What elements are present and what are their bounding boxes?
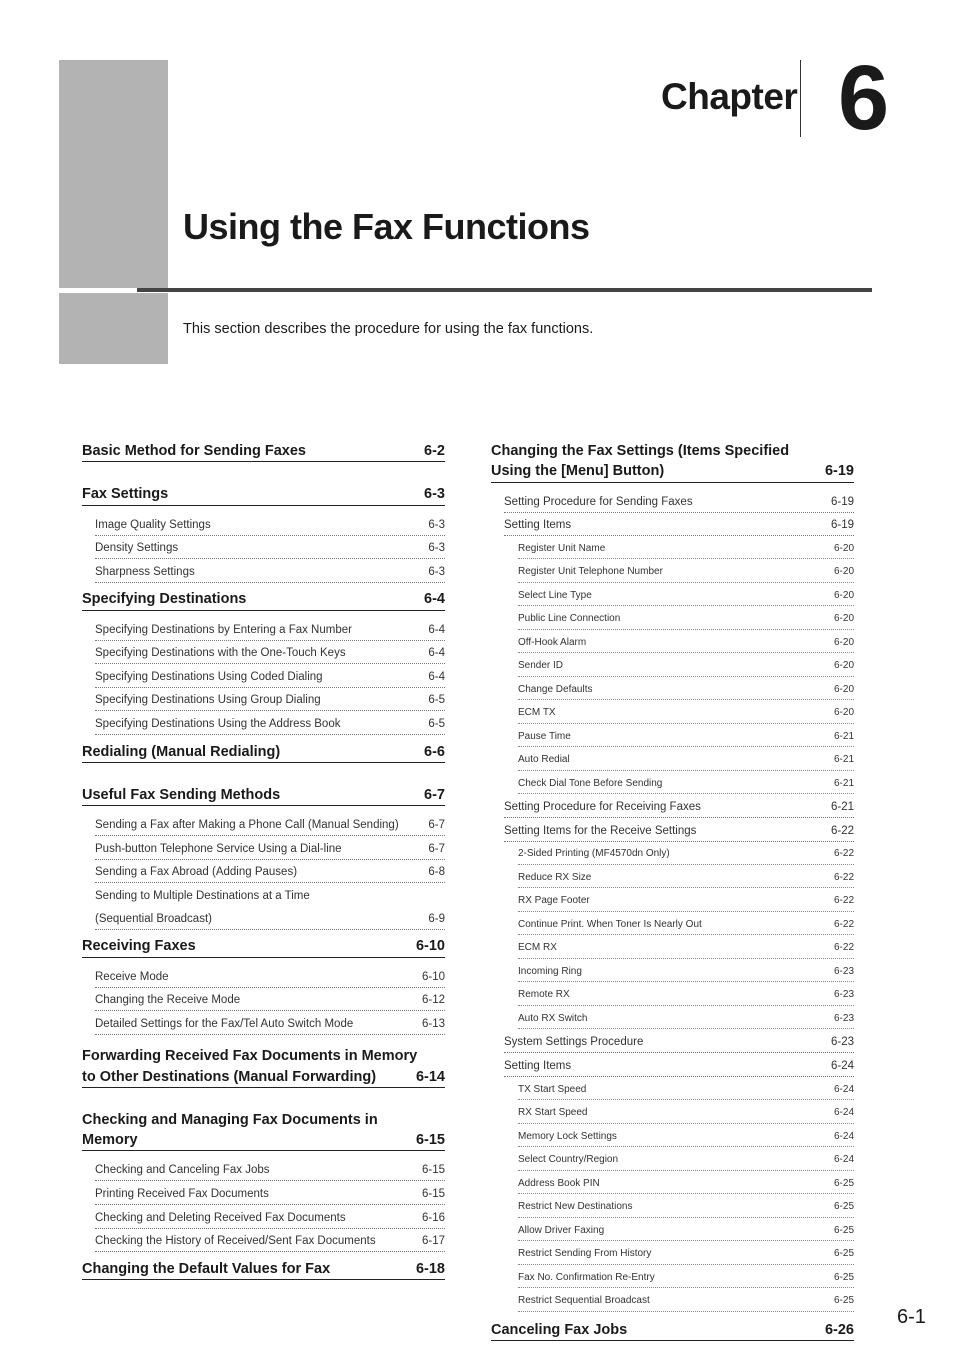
toc-entry-page: 6-7: [424, 786, 445, 803]
toc-entry-label: Specifying Destinations: [82, 591, 247, 608]
toc-subentry-page: 6-16: [421, 1211, 445, 1224]
toc-subsubentry-page: 6-23: [833, 1012, 854, 1024]
toc-subsubentry[interactable]: [518, 843, 854, 865]
toc-subentry[interactable]: [95, 814, 445, 836]
toc-subsubentry-page: 6-20: [833, 566, 854, 578]
toc-subentry-label: Sharpness Settings: [95, 565, 195, 578]
toc-subsubentry-page: 6-24: [833, 1107, 854, 1119]
toc-subentry-send-procedure[interactable]: [504, 491, 854, 513]
toc-subsubentry-label: Restrict New Destinations: [518, 1201, 633, 1213]
toc-subentry-page: 6-17: [421, 1235, 445, 1248]
toc-subsubentry[interactable]: [518, 1290, 854, 1312]
decorative-gray-block-top: [59, 60, 168, 288]
toc-subsubentry[interactable]: [518, 890, 854, 912]
toc-subsubentry-label: ECM RX: [518, 942, 557, 954]
toc-subentry-page: 6-19: [830, 519, 854, 532]
toc-entry-fax-settings[interactable]: [82, 484, 445, 505]
receive-setting-items-list: [491, 843, 854, 1029]
toc-subsubentry[interactable]: [518, 561, 854, 583]
toc-subsubentry-page: 6-24: [833, 1083, 854, 1095]
toc-subentry-label: Sending to Multiple Destinations at a Time: [95, 890, 310, 903]
chapter-title: Using the Fax Functions: [183, 206, 590, 247]
toc-subentry-system-procedure[interactable]: [504, 1031, 854, 1053]
toc-subsubentry-label: TX Start Speed: [518, 1083, 587, 1095]
toc-subentry[interactable]: [95, 642, 445, 664]
toc-subentry-label: Specifying Destinations Using Group Dialing: [95, 694, 321, 707]
toc-subsubentry[interactable]: [518, 749, 854, 771]
toc-entry-page: 6-6: [424, 743, 445, 760]
toc-entry-label: Canceling Fax Jobs: [491, 1321, 628, 1338]
decorative-gray-block-bottom: [59, 293, 168, 364]
toc-entry-canceling[interactable]: [491, 1320, 854, 1341]
toc-subsubentry-label: Register Unit Name: [518, 542, 606, 554]
toc-subentry[interactable]: [95, 966, 445, 988]
toc-subsubentry[interactable]: [518, 1149, 854, 1171]
toc-subsubentry-page: 6-25: [833, 1201, 854, 1213]
toc-subsubentry[interactable]: [518, 679, 854, 701]
toc-subsubentry-label: Continue Print. When Toner Is Nearly Out: [518, 918, 702, 930]
toc-subsubentry-page: 6-20: [833, 589, 854, 601]
toc-entry-basic[interactable]: [82, 441, 445, 462]
toc-subsubentry-label: Register Unit Telephone Number: [518, 566, 663, 578]
toc-subsubentry-page: 6-20: [833, 707, 854, 719]
toc-subsubentry[interactable]: [518, 1243, 854, 1265]
toc-subsubentry-page: 6-21: [833, 754, 854, 766]
toc-subentry[interactable]: [95, 666, 445, 688]
toc-right-column: [491, 441, 854, 1349]
toc-subentry[interactable]: [95, 1013, 445, 1035]
toc-subentry-page: 6-3: [428, 518, 445, 531]
toc-subentry-page: 6-4: [428, 647, 445, 660]
toc-subsubentry-label: Address Book PIN: [518, 1177, 600, 1189]
toc-entry-label: Useful Fax Sending Methods: [82, 786, 281, 803]
toc-entry-label: Checking and Managing Fax Documents in: [82, 1111, 378, 1128]
toc-subsubentry-page: 6-21: [833, 777, 854, 789]
toc-subentry-label: Setting Items for the Receive Settings: [504, 824, 697, 837]
toc-subsubentry-page: 6-23: [833, 965, 854, 977]
toc-subsubentry[interactable]: [518, 585, 854, 607]
toc-entry-page: 6-2: [424, 443, 445, 459]
toc-subsubentry-label: Allow Driver Faxing: [518, 1224, 605, 1236]
toc-entry-page: 6-19: [824, 463, 854, 480]
toc-entry-label: Receiving Faxes: [82, 938, 196, 955]
toc-subentry-label: Checking the History of Received/Sent Fax Documents: [95, 1235, 376, 1248]
toc-subsubentry-page: 6-24: [833, 1130, 854, 1142]
toc-subsubentry-label: Fax No. Confirmation Re-Entry: [518, 1271, 655, 1283]
toc-subsubentry[interactable]: [518, 773, 854, 795]
toc-entry-forwarding[interactable]: [82, 1046, 445, 1088]
toc-entry-page: 6-18: [415, 1260, 445, 1277]
toc-subsubentry-page: 6-20: [833, 636, 854, 648]
toc-subentry-receive-procedure[interactable]: [504, 796, 854, 818]
toc-entry-page: 6-15: [415, 1132, 445, 1149]
toc-subsubentry-label: Memory Lock Settings: [518, 1130, 617, 1142]
toc-subentry[interactable]: [95, 514, 445, 536]
toc-subentry[interactable]: [95, 713, 445, 735]
toc-subsubentry-page: 6-24: [833, 1154, 854, 1166]
toc-subentry-page: 6-9: [428, 912, 445, 925]
toc-subsubentry[interactable]: [518, 1102, 854, 1124]
toc-subsubentry[interactable]: [518, 1008, 854, 1030]
toc-entry-label-cont: to Other Destinations (Manual Forwarding): [82, 1068, 377, 1085]
toc-subentry-label: Sending a Fax Abroad (Adding Pauses): [95, 866, 298, 879]
toc-subsubentry-page: 6-25: [833, 1177, 854, 1189]
toc-subentry-label: Setting Items: [504, 1060, 572, 1073]
toc-entry-label-cont: Memory: [82, 1132, 138, 1149]
toc-subentry[interactable]: [95, 689, 445, 711]
toc-subentry-multiline-second[interactable]: [95, 908, 445, 930]
toc-subsubentry-label: Auto RX Switch: [518, 1012, 588, 1024]
toc-subentry-page: 6-15: [421, 1164, 445, 1177]
toc-subentry[interactable]: [95, 561, 445, 583]
toc-subentry-multiline-first[interactable]: [95, 885, 445, 906]
toc-entry-label: Basic Method for Sending Faxes: [82, 443, 306, 459]
toc-subsubentry-label: Check Dial Tone Before Sending: [518, 777, 663, 789]
toc-subentry-page: 6-12: [421, 994, 445, 1007]
toc-subentry-label: Changing the Receive Mode: [95, 994, 241, 1007]
toc-subentry-page: 6-15: [421, 1188, 445, 1201]
toc-entry-memory[interactable]: [82, 1110, 445, 1152]
toc-subsubentry-page: 6-22: [833, 942, 854, 954]
toc-entry-page: 6-14: [415, 1068, 445, 1085]
toc-subentry-label: Printing Received Fax Documents: [95, 1188, 269, 1201]
toc-subentry[interactable]: [95, 1230, 445, 1252]
toc-subentry-label: Setting Procedure for Sending Faxes: [504, 495, 693, 508]
toc-subsubentry-page: 6-25: [833, 1248, 854, 1260]
toc-entry-useful[interactable]: [82, 785, 445, 806]
title-rule: [137, 288, 872, 292]
toc-subentry-page: 6-4: [428, 623, 445, 636]
toc-subsubentry[interactable]: [518, 914, 854, 936]
chapter-number: 6: [838, 47, 890, 149]
toc-subsubentry[interactable]: [518, 655, 854, 677]
toc-entry-page: 6-4: [424, 591, 445, 608]
toc-subsubentry-label: RX Start Speed: [518, 1107, 588, 1119]
toc-subentry-page: 6-7: [428, 819, 445, 832]
toc-entry-label: Changing the Default Values for Fax: [82, 1260, 331, 1277]
toc-subsubentry-label: Public Line Connection: [518, 613, 621, 625]
toc-subsubentry-page: 6-22: [833, 871, 854, 883]
toc-subentry-page: 6-7: [428, 842, 445, 855]
toc-entry-page: 6-10: [415, 938, 445, 955]
toc-subentry-label: Specifying Destinations with the One-Touch Keys: [95, 647, 346, 660]
toc-subentry-page: 6-24: [830, 1060, 854, 1073]
toc-subsubentry[interactable]: [518, 1173, 854, 1195]
chapter-divider: [800, 60, 801, 137]
toc-subentry-setting-items[interactable]: [504, 514, 854, 536]
system-setting-items-list: [491, 1079, 854, 1312]
toc-subentry-label: Specifying Destinations by Entering a Fax Number: [95, 623, 352, 636]
toc-entry-menu-settings[interactable]: [491, 441, 854, 483]
toc-subsubentry-label: Incoming Ring: [518, 965, 582, 977]
toc-subsubentry-label: Select Country/Region: [518, 1154, 619, 1166]
toc-subsubentry-label: Remote RX: [518, 989, 570, 1001]
toc-entry-label: Changing the Fax Settings (Items Specified: [491, 443, 790, 459]
toc-subentry-page: 6-23: [830, 1036, 854, 1049]
chapter-label: Chapter: [661, 76, 798, 117]
toc-subentry-label: Checking and Canceling Fax Jobs: [95, 1164, 270, 1177]
toc-subentry-page: 6-5: [428, 694, 445, 707]
toc-subentry[interactable]: [95, 838, 445, 860]
toc-subentry-page: 6-8: [428, 866, 445, 879]
toc-entry-label-cont: Using the [Menu] Button): [491, 463, 665, 480]
toc-subentry-label: Specifying Destinations Using the Address Book: [95, 718, 341, 731]
toc-subentry-page: 6-22: [830, 824, 854, 837]
toc-subentry-page: 6-5: [428, 718, 445, 731]
toc-subsubentry-label: Sender ID: [518, 660, 564, 672]
toc-subsubentry-label: 2-Sided Printing (MF4570dn Only): [518, 848, 670, 860]
toc-left-column: [82, 441, 445, 1288]
toc-subentry-page: 6-4: [428, 670, 445, 683]
toc-subentry-page: 6-3: [428, 542, 445, 555]
toc-subsubentry-label: Auto Redial: [518, 754, 570, 766]
toc-subsubentry-page: 6-23: [833, 989, 854, 1001]
toc-subsubentry[interactable]: [518, 984, 854, 1006]
toc-subsubentry-label: ECM TX: [518, 707, 556, 719]
toc-subsubentry[interactable]: [518, 1079, 854, 1101]
toc-subentry-page: 6-3: [428, 565, 445, 578]
toc-subsubentry-page: 6-25: [833, 1224, 854, 1236]
toc-subentry-label: Setting Procedure for Receiving Faxes: [504, 801, 701, 814]
toc-subsubentry[interactable]: [518, 1126, 854, 1148]
toc-subentry[interactable]: [95, 861, 445, 883]
toc-subentry-receive-settings[interactable]: [504, 820, 854, 842]
toc-subsubentry[interactable]: [518, 538, 854, 560]
toc-subentry[interactable]: [95, 989, 445, 1011]
toc-subsubentry-label: RX Page Footer: [518, 895, 590, 907]
toc-subsubentry-label: Off-Hook Alarm: [518, 636, 587, 648]
toc-subentry-label: System Settings Procedure: [504, 1036, 644, 1049]
toc-entry-redialing[interactable]: [82, 742, 445, 763]
toc-subsubentry[interactable]: [518, 1196, 854, 1218]
toc-subsubentry-page: 6-22: [833, 918, 854, 930]
chapter-intro: This section describes the procedure for using the fax functions.: [183, 321, 594, 337]
send-setting-items-list: [491, 538, 854, 795]
toc-subentry[interactable]: [95, 537, 445, 559]
toc-subentry-page: 6-10: [421, 970, 445, 983]
toc-subsubentry-label: Pause Time: [518, 730, 571, 742]
toc-subentry-page: 6-13: [421, 1017, 445, 1030]
toc-subsubentry-page: 6-20: [833, 660, 854, 672]
toc-subsubentry-label: Select Line Type: [518, 589, 592, 601]
toc-subentry-label: Density Settings: [95, 542, 179, 555]
toc-entry-label: Redialing (Manual Redialing): [82, 743, 281, 760]
toc-subsubentry-page: 6-25: [833, 1295, 854, 1307]
toc-subentry-page: 6-19: [830, 495, 854, 508]
toc-entry-defaults[interactable]: [82, 1259, 445, 1280]
toc-subentry-label: Detailed Settings for the Fax/Tel Auto Switch Mode: [95, 1017, 354, 1030]
toc-entry-page: 6-3: [424, 486, 445, 503]
toc-subsubentry[interactable]: [518, 702, 854, 724]
toc-subsubentry-label: Restrict Sequential Broadcast: [518, 1295, 650, 1307]
toc-subsubentry[interactable]: [518, 608, 854, 630]
toc-subsubentry[interactable]: [518, 1267, 854, 1289]
toc-subsubentry[interactable]: [518, 937, 854, 959]
toc-subsubentry-page: 6-20: [833, 613, 854, 625]
toc-subentry[interactable]: [95, 1183, 445, 1205]
toc-subsubentry-label: Reduce RX Size: [518, 871, 592, 883]
toc-entry-label: Forwarding Received Fax Documents in Memory: [82, 1048, 418, 1065]
toc-subsubentry-label: Change Defaults: [518, 683, 593, 695]
toc-subentry-label: Receive Mode: [95, 970, 169, 983]
toc-subentry-label: Specifying Destinations Using Coded Dialing: [95, 670, 323, 683]
toc-entry-label: Fax Settings: [82, 486, 169, 503]
toc-subsubentry-page: 6-20: [833, 683, 854, 695]
toc-subentry-label: (Sequential Broadcast): [95, 912, 212, 925]
toc-subentry[interactable]: [95, 1159, 445, 1181]
toc-subentry-label: Checking and Deleting Received Fax Documents: [95, 1211, 346, 1224]
toc-subsubentry-page: 6-25: [833, 1271, 854, 1283]
toc-subsubentry[interactable]: [518, 726, 854, 748]
toc-subsubentry-page: 6-21: [833, 730, 854, 742]
toc-subentry-label: Image Quality Settings: [95, 518, 211, 531]
page-number: 6-1: [897, 1306, 926, 1328]
toc-entry-receiving[interactable]: [82, 936, 445, 957]
toc-subsubentry-page: 6-22: [833, 895, 854, 907]
toc-subentry-label: Push-button Telephone Service Using a Dial-line: [95, 842, 342, 855]
toc-subentry-page: 6-21: [830, 801, 854, 814]
toc-subsubentry[interactable]: [518, 961, 854, 983]
toc-subsubentry[interactable]: [518, 1220, 854, 1242]
toc-subentry-label: Sending a Fax after Making a Phone Call (Manual Sending): [95, 819, 399, 832]
toc-entry-page: 6-26: [824, 1321, 854, 1338]
toc-subsubentry[interactable]: [518, 632, 854, 654]
toc-subsubentry-page: 6-22: [833, 848, 854, 860]
toc-subsubentry-label: Restrict Sending From History: [518, 1248, 652, 1260]
toc-subentry-system-items[interactable]: [504, 1055, 854, 1077]
toc-subsubentry[interactable]: [518, 867, 854, 889]
toc-entry-destinations[interactable]: [82, 589, 445, 610]
toc-subentry-label: Setting Items: [504, 519, 572, 532]
toc-subentry[interactable]: [95, 1207, 445, 1229]
toc-subentry[interactable]: [95, 619, 445, 641]
toc-subsubentry-page: 6-20: [833, 542, 854, 554]
